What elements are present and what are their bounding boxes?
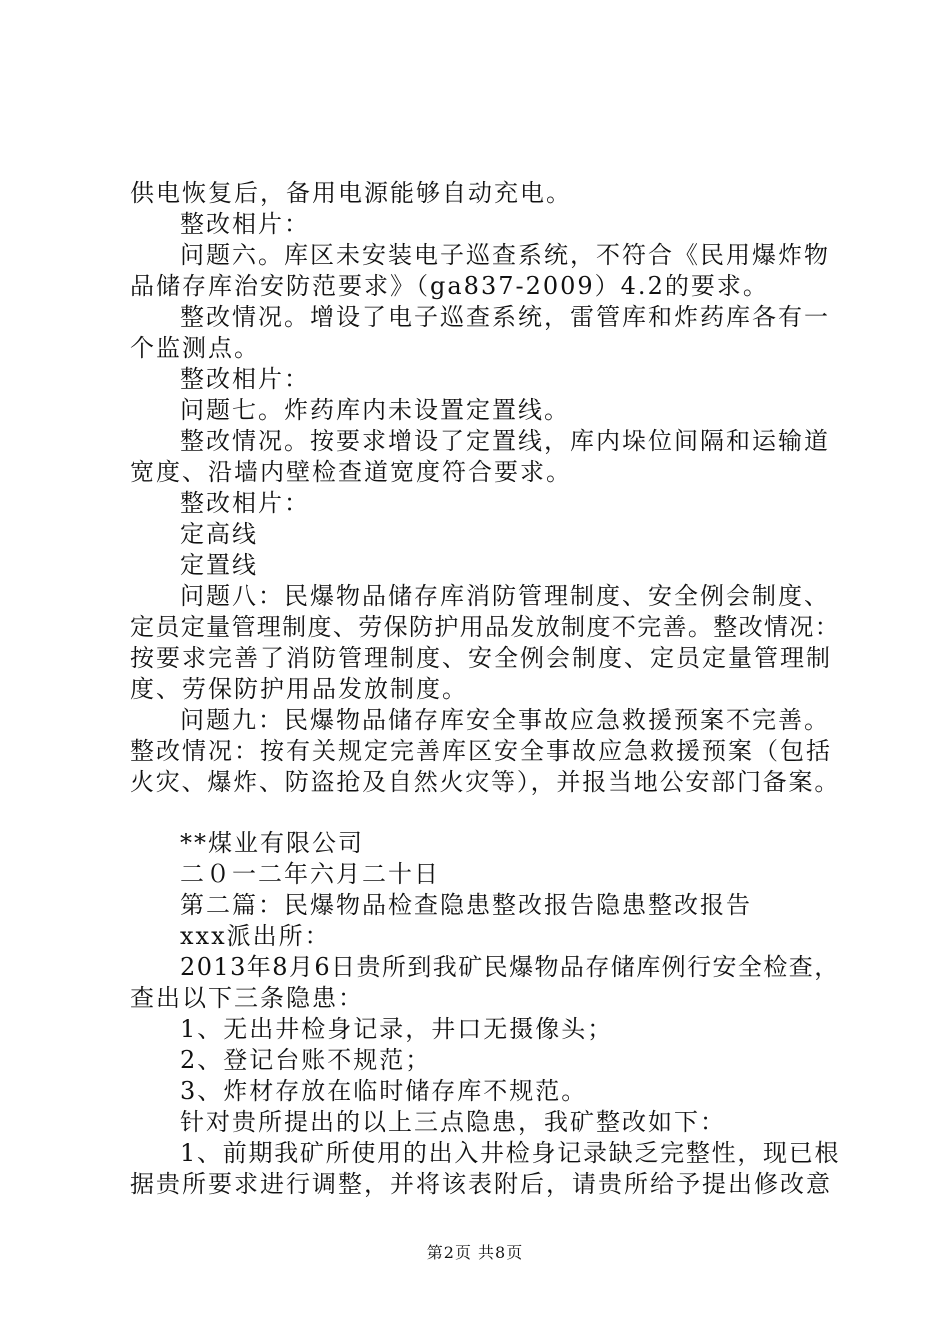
text-line: 定置线	[180, 551, 258, 579]
text-line: 供电恢复后，备用电源能够自动充电。	[130, 179, 572, 207]
text-line: 宽度、沿墙内壁检查道宽度符合要求。	[130, 458, 572, 486]
section-title: 第二篇：民爆物品检查隐患整改报告隐患整改报告	[180, 891, 752, 919]
text-line: 火灾、爆炸、防盗抢及自然火灾等），并报当地公安部门备案。	[130, 768, 841, 796]
text-line: 问题八：民爆物品储存库消防管理制度、安全例会制度、	[180, 582, 830, 610]
text-line: 2013年8月6日贵所到我矿民爆物品存储库例行安全检查，	[180, 953, 840, 981]
text-line: 整改情况。按要求增设了定置线，库内垛位间隔和运输道	[180, 427, 830, 455]
list-item: 3、炸材存放在临时储存库不规范。	[180, 1077, 588, 1105]
text-line: 整改相片：	[180, 489, 310, 517]
text-line: 针对贵所提出的以上三点隐患，我矿整改如下：	[180, 1108, 726, 1136]
text-line: 度、劳保防护用品发放制度。	[130, 675, 468, 703]
text-line: 定员定量管理制度、劳保防护用品发放制度不完善。整改情况：	[130, 613, 841, 641]
text-line: 问题六。库区未安装电子巡查系统，不符合《民用爆炸物	[180, 241, 830, 269]
text-line: 整改情况。增设了电子巡查系统，雷管库和炸药库各有一	[180, 303, 830, 331]
text-line: 整改相片：	[180, 365, 310, 393]
company-name: **煤业有限公司	[180, 829, 364, 857]
addressee: xxx派出所：	[180, 922, 331, 950]
text-line: 整改相片：	[180, 210, 310, 238]
page-footer: 第2页 共8页	[426, 1243, 524, 1262]
text-line: 问题九：民爆物品储存库安全事故应急救援预案不完善。	[180, 706, 830, 734]
text-line: 问题七。炸药库内未设置定置线。	[180, 396, 570, 424]
text-line: 整改情况：按有关规定完善库区安全事故应急救援预案（包括	[130, 737, 832, 765]
text-line: 定高线	[180, 520, 258, 548]
list-item: 1、无出井检身记录，井口无摄像头；	[180, 1015, 614, 1043]
list-item: 2、登记台账不规范；	[180, 1046, 432, 1074]
text-line: 1、前期我矿所使用的出入井检身记录缺乏完整性，现已根	[180, 1139, 841, 1167]
text-line: 品储存库治安防范要求》（ga837-2009）4.2的要求。	[130, 272, 769, 300]
text-line: 个监测点。	[130, 334, 260, 362]
text-line: 据贵所要求进行调整，并将该表附后，请贵所给予提出修改意	[130, 1170, 832, 1198]
text-line: 查出以下三条隐患：	[130, 984, 364, 1012]
text-line: 按要求完善了消防管理制度、安全例会制度、定员定量管理制	[130, 644, 832, 672]
date-line: 二０一二年六月二十日	[180, 860, 440, 888]
